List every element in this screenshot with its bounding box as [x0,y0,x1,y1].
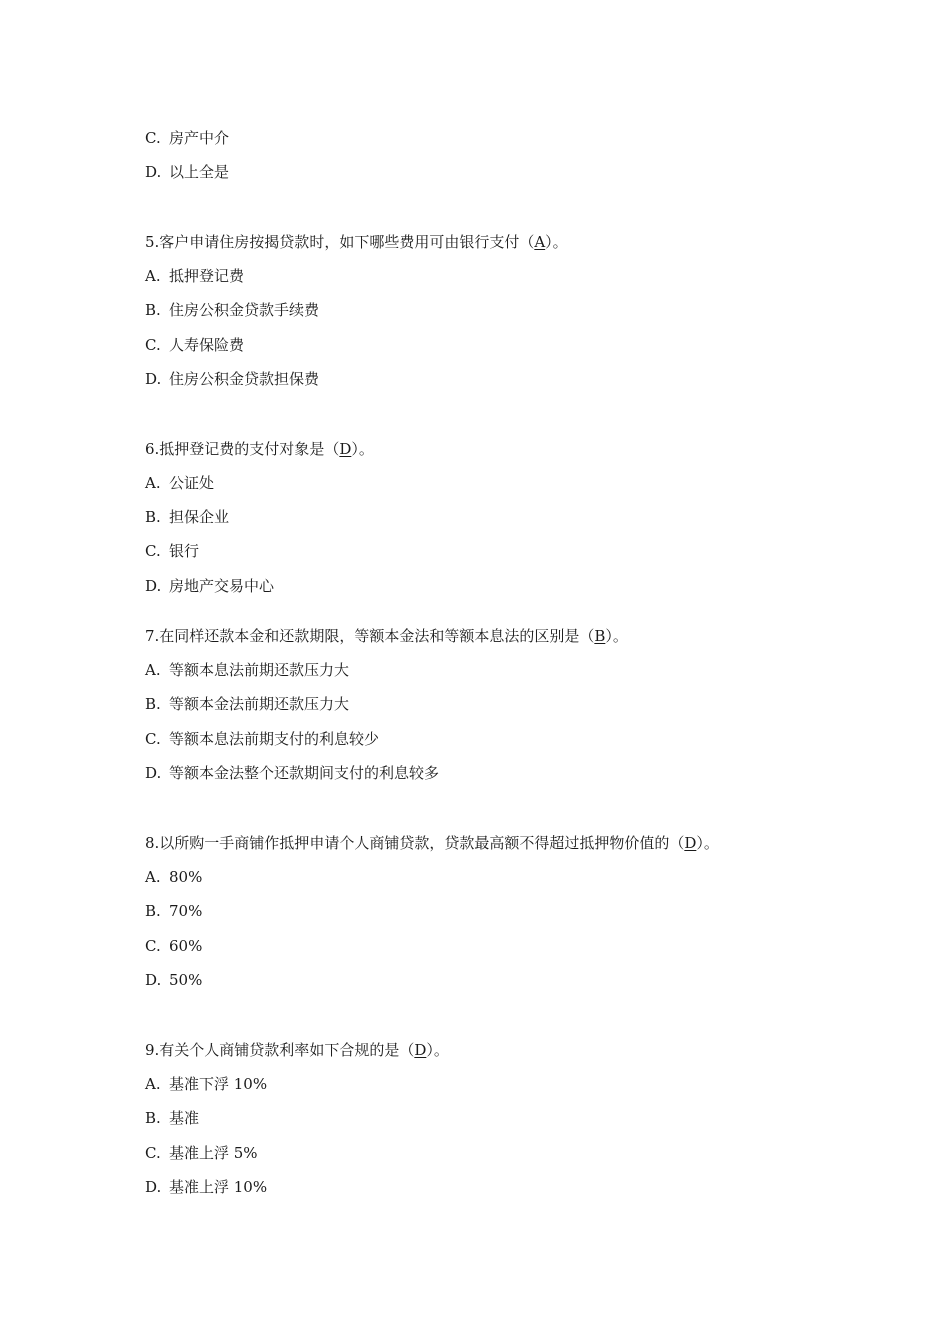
option-text: 70% [169,902,203,920]
q7-option-c [145,729,379,749]
q6-option-b [145,507,229,527]
question-9 [145,1040,449,1060]
question-suffix: ）。 [426,1041,449,1059]
option-text: 房产中介 [169,129,230,147]
question-6 [145,439,374,459]
option-letter: C. [145,542,161,560]
q5-option-d [145,369,319,389]
option-letter: B. [145,695,161,713]
option-text: 等额本金法前期还款压力大 [169,695,350,713]
option-text: 50% [169,971,203,989]
option-letter: B. [145,1109,161,1127]
q5-option-a [145,266,244,286]
q8-option-c [145,936,202,956]
option-text: 抵押登记费 [169,267,245,285]
q5-option-b [145,300,319,320]
q9-option-b [145,1108,199,1128]
option-letter: D. [145,163,162,181]
answer-key: D [414,1041,427,1059]
question-suffix: ）。 [545,233,568,251]
q6-option-c [145,541,199,561]
q6-option-d [145,576,274,596]
option-letter: C. [145,730,161,748]
option-text: 等额本息法前期还款压力大 [169,661,350,679]
option-letter: A. [145,661,161,679]
question-suffix: ）。 [696,834,719,852]
option-text: 基准下浮 10% [169,1075,268,1093]
option-text: 基准 [169,1109,200,1127]
option-text: 人寿保险费 [169,336,245,354]
question-text: 8.以所购一手商铺作抵押申请个人商铺贷款，贷款最高额不得超过抵押物价值的（ [145,834,685,852]
answer-key: A [534,233,546,251]
question-suffix: ）。 [351,440,374,458]
question-5 [145,232,568,252]
answer-key: D [339,440,352,458]
option-text: 住房公积金贷款担保费 [169,370,320,388]
question-suffix: ）。 [605,627,628,645]
option-letter: B. [145,508,161,526]
option-text: 60% [169,937,203,955]
q8-option-a [145,867,202,887]
option-letter: C. [145,129,161,147]
option-text: 公证处 [169,474,215,492]
q8-option-b [145,901,202,921]
option-c-prev [145,128,229,148]
q7-option-a [145,660,349,680]
option-letter: D. [145,370,162,388]
option-letter: C. [145,1144,161,1162]
option-letter: B. [145,301,161,319]
question-text: 5.客户申请住房按揭贷款时，如下哪些费用可由银行支付（ [145,233,535,251]
question-7 [145,626,628,646]
answer-key: D [684,834,697,852]
question-text: 6.抵押登记费的支付对象是（ [145,440,340,458]
option-text: 担保企业 [169,508,230,526]
option-text: 住房公积金贷款手续费 [169,301,320,319]
q7-option-b [145,694,349,714]
q6-option-a [145,473,214,493]
question-text: 7.在同样还款本金和还款期限，等额本金法和等额本息法的区别是（ [145,627,595,645]
q7-option-d [145,763,439,783]
question-8 [145,833,719,853]
option-text: 银行 [169,542,200,560]
option-text: 房地产交易中心 [169,577,275,595]
option-text: 以上全是 [169,163,230,181]
option-text: 等额本息法前期支付的利息较少 [169,730,380,748]
option-text: 基准上浮 5% [169,1144,258,1162]
option-letter: D. [145,764,162,782]
answer-key: B [594,627,606,645]
option-letter: D. [145,1178,162,1196]
option-letter: C. [145,336,161,354]
option-text: 80% [169,868,203,886]
option-letter: A. [145,267,161,285]
option-letter: C. [145,937,161,955]
option-letter: D. [145,971,162,989]
q8-option-d [145,970,202,990]
option-letter: B. [145,902,161,920]
option-text: 基准上浮 10% [169,1178,268,1196]
option-d-prev [145,162,229,182]
q9-option-a [145,1074,267,1094]
option-letter: D. [145,577,162,595]
option-text: 等额本金法整个还款期间支付的利息较多 [169,764,440,782]
question-text: 9.有关个人商铺贷款利率如下合规的是（ [145,1041,415,1059]
q9-option-d [145,1177,267,1197]
q5-option-c [145,335,244,355]
option-letter: A. [145,868,161,886]
option-letter: A. [145,1075,161,1093]
option-letter: A. [145,474,161,492]
q9-option-c [145,1143,258,1163]
